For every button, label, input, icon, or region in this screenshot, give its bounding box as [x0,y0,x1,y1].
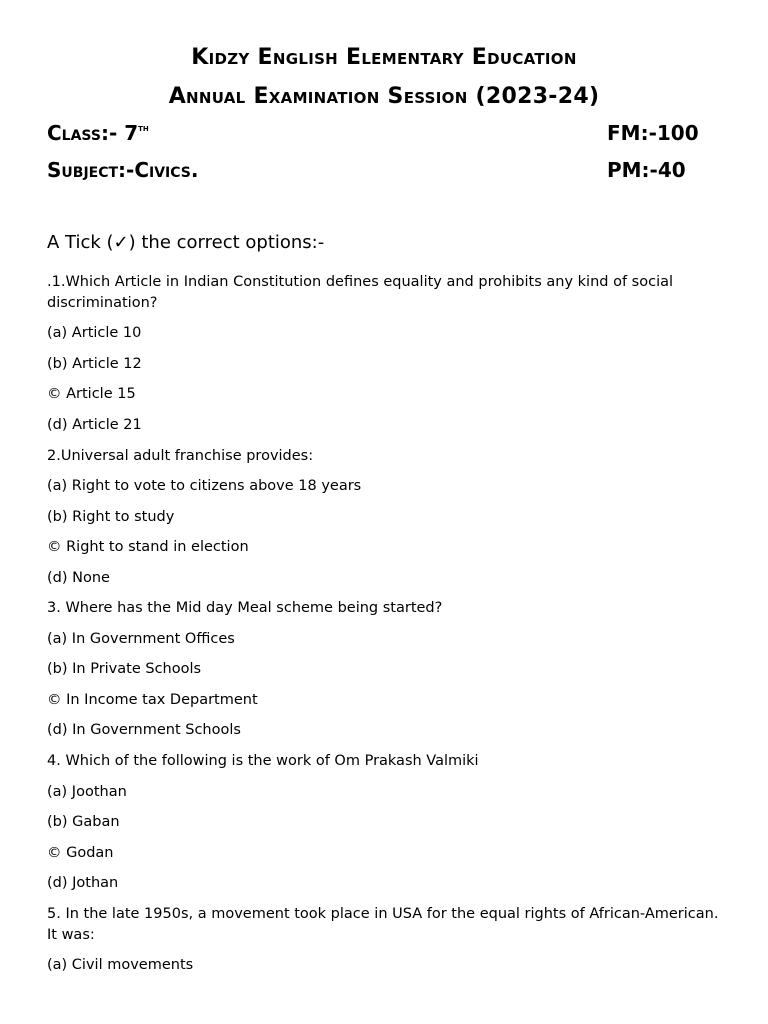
exam-session-title: Annual Examination Session (2023-24) [168,84,600,109]
school-name: Kidzy English Elementary Education [191,45,577,70]
question-text: 3. Where has the Mid day Meal scheme being started? [47,600,443,616]
option-item: (a) Article 10 [47,325,142,341]
pass-marks: PM:-40 [607,158,686,182]
option-item: (a) Right to vote to citizens above 18 years [47,478,362,494]
option-item: (a) Joothan [47,784,127,800]
option-item: © Godan [47,845,114,861]
class-superscript: th [138,123,149,134]
question-text: 2.Universal adult franchise provides: [47,448,314,464]
option-item: © Article 15 [47,386,136,402]
option-item: (b) Gaban [47,814,120,830]
option-item: (b) Article 12 [47,356,142,372]
section-heading: A Tick (✓) the correct options:- [47,232,325,253]
subject-info: Subject:-Civics. [47,158,199,182]
class-label: Class:- 7 [47,121,139,145]
question-text: 4. Which of the following is the work of Om Prakash Valmiki [47,753,479,769]
class-info [47,121,149,145]
question-text: .1.Which Article in Indian Constitution defines equality and prohibits any kind of social discrimination? [47,274,674,311]
option-item: (d) Article 21 [47,417,142,433]
option-item: (a) In Government Offices [47,631,235,647]
full-marks: FM:-100 [607,121,699,145]
option-item: © In Income tax Department [47,692,258,708]
option-item: © Right to stand in election [47,539,249,555]
question-text: 5. In the late 1950s, a movement took place in USA for the equal rights of African-American. It was: [47,906,719,943]
option-item: (d) Jothan [47,875,119,891]
option-item: (a) Civil movements [47,957,194,973]
option-item: (d) In Government Schools [47,722,241,738]
option-item: (d) None [47,570,110,586]
option-item: (b) In Private Schools [47,661,202,677]
option-item: (b) Right to study [47,509,175,525]
